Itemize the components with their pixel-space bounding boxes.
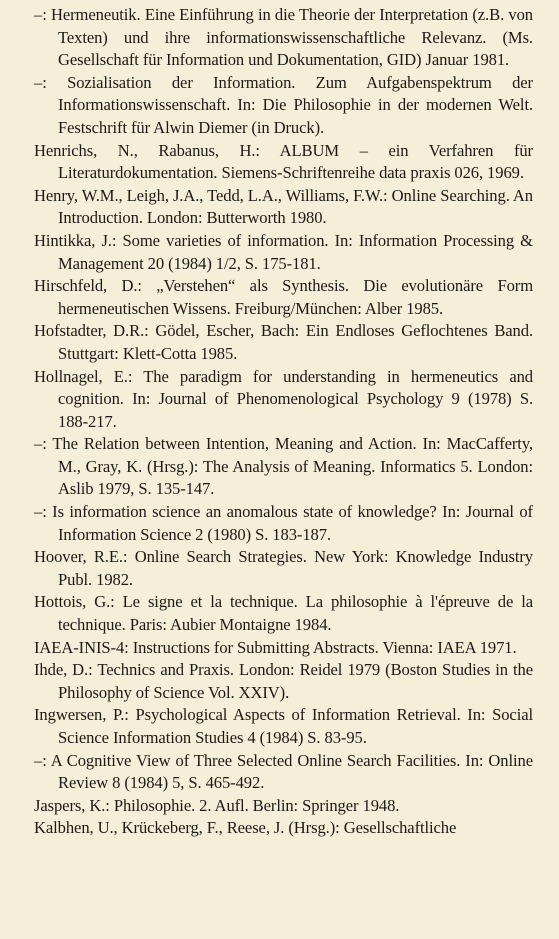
bibliography-entry: –: Sozialisation der Information. Zum Aufgabenspektrum der Informationswissenschaft. In: Die Philosophie in der modernen Welt. Festschrift für Alwin Diemer (in Druck). <box>34 72 533 137</box>
bibliography-entry: Hofstadter, D.R.: Gödel, Escher, Bach: Ein Endloses Geflochtenes Band. Stuttgart: Klett-Cotta 1985. <box>34 321 533 363</box>
bibliography-entry: Henrichs, N., Rabanus, H.: ALBUM – ein Verfahren für Literaturdokumentation. Siemens-Schriftenreihe data praxis 026, 1969. <box>34 140 533 183</box>
bibliography-entry: Hollnagel, E.: The paradigm for understanding in hermeneutics and cognition. In: Journal of Phenomenological Psychology 9 (1978) S. 188-217. <box>34 366 533 431</box>
bibliography-entry: –: A Cognitive View of Three Selected Online Search Facilities. In: Online Review 8 (1984) 5, S. 465-492. <box>34 750 533 793</box>
bibliography-entry: Hintikka, J.: Some varieties of information. In: Information Processing & Management 20 (1984) 1/2, S. 175-181. <box>34 230 533 273</box>
bibliography-entry: IAEA-INIS-4: Instructions for Submitting Abstracts. Vienna: IAEA 1971. <box>34 637 517 657</box>
bibliography-entry: Hoover, R.E.: Online Search Strategies. New York: Knowledge Industry Publ. 1982. <box>34 547 533 589</box>
bibliography-entry: –: Is information science an anomalous state of knowledge? In: Journal of Information Science 2 (1980) S. 183-187. <box>34 502 533 544</box>
bibliography-entry: Ihde, D.: Technics and Praxis. London: Reidel 1979 (Boston Studies in the Philosophy of Science Vol. XXIV). <box>34 660 533 702</box>
bibliography-entry: Hottois, G.: Le signe et la technique. La philosophie à l'épreuve de la technique. Paris: Aubier Montaigne 1984. <box>34 592 533 635</box>
bibliography-entry: Jaspers, K.: Philosophie. 2. Aufl. Berlin: Springer 1948. <box>34 795 400 815</box>
bibliography-entry: Kalbhen, U., Krückeberg, F., Reese, J. (Hrsg.): Gesellschaftliche <box>34 818 457 838</box>
bibliography-entry: –: Hermeneutik. Eine Einführung in die Theorie der Interpretation (z.B. von Texten) und ihre informationswissenschaftliche Relevanz. (Ms. Gesellschaft für Information und Dokumentation, GID) Januar 1981. <box>34 5 533 70</box>
bibliography-entry: –: The Relation between Intention, Meaning and Action. In: MacCafferty, M., Gray, K. (Hrsg.): The Analysis of Meaning. Informatics 5. London: Aslib 1979, S. 135-147. <box>34 434 533 499</box>
bibliography-entry: Ingwersen, P.: Psychological Aspects of Information Retrieval. In: Social Science Information Studies 4 (1984) S. 83-95. <box>34 705 533 747</box>
bibliography-entry: Hirschfeld, D.: „Verstehen“ als Synthesis. Die evolutionäre Form hermeneutischen Wissens. Freiburg/München: Alber 1985. <box>34 276 533 318</box>
bibliography-entry: Henry, W.M., Leigh, J.A., Tedd, L.A., Williams, F.W.: Online Searching. An Introduction. London: Butterworth 1980. <box>34 185 533 228</box>
